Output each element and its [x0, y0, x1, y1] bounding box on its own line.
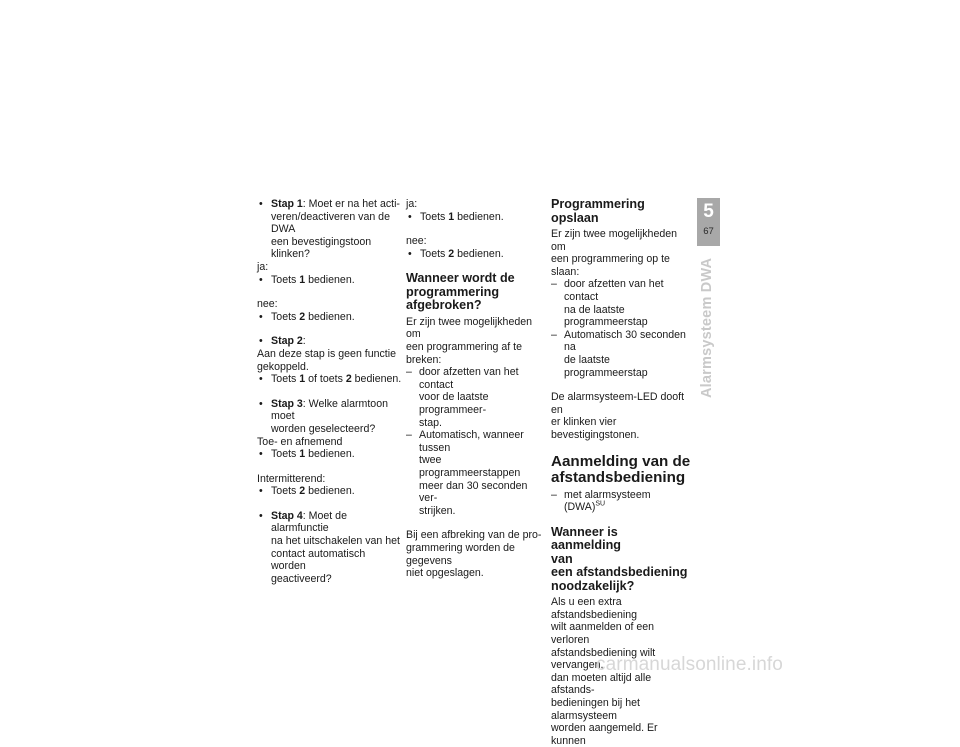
- text-line: Er zijn twee mogelijkheden om: [406, 315, 533, 341]
- instr-text: Toets: [420, 210, 449, 223]
- column-1: [257, 198, 402, 597]
- key-instruction: [257, 311, 402, 324]
- step-text: worden geselecteerd?: [271, 422, 376, 435]
- instr-text: Toets: [271, 310, 300, 323]
- step-2-block: [257, 335, 402, 385]
- heading-line: programmering: [406, 284, 500, 299]
- text-line: worden aangemeld. Er kunnen: [551, 722, 658, 747]
- text-line: de laatste programmeerstap: [564, 353, 648, 379]
- ja-block: [406, 198, 544, 223]
- instr-text: bedienen.: [454, 210, 504, 223]
- section-heading-when: [551, 526, 691, 594]
- instr-text: bedienen.: [305, 485, 355, 498]
- text-line: strijken.: [419, 504, 456, 517]
- instr-text: Toets: [271, 448, 300, 461]
- step-text: :: [302, 335, 306, 348]
- key-instruction: [406, 248, 544, 261]
- dash-item: [406, 429, 544, 517]
- text-line: niet opgeslagen.: [406, 567, 484, 580]
- special-equipment-mark: SU: [595, 500, 606, 508]
- text-line: een programmering af te breken:: [406, 341, 523, 366]
- key-number: 2: [345, 373, 352, 386]
- column-2: [406, 198, 544, 580]
- led-note: [551, 391, 691, 441]
- nee-block: [257, 298, 402, 323]
- nee-block: [406, 235, 544, 260]
- key-number: 1: [299, 448, 306, 461]
- dash-item: [551, 489, 691, 514]
- instr-text: of toets: [305, 373, 346, 386]
- instr-text: bedienen.: [305, 448, 355, 461]
- step-label: Stap 3: [271, 397, 303, 410]
- step-1-item: [257, 198, 402, 261]
- step-text: een bevestigingstoon klinken?: [271, 235, 372, 261]
- key-instruction: [257, 274, 402, 287]
- step-text: : Moet de alarmfunctie: [271, 509, 347, 535]
- step-1-block: [257, 198, 402, 286]
- key-instruction: [406, 211, 544, 224]
- chapter-number: 5: [703, 201, 714, 222]
- option-label-ja: ja:: [406, 198, 418, 210]
- step-label: Stap 2: [271, 335, 303, 348]
- step-4-item: [257, 510, 402, 586]
- step-4-block: [257, 510, 402, 586]
- step-text: geactiveerd?: [271, 572, 332, 585]
- step-3-item: [257, 398, 402, 436]
- key-number: 1: [448, 210, 455, 223]
- heading-line: Wanneer wordt de: [406, 271, 515, 286]
- key-instruction: [257, 485, 402, 498]
- key-instruction: [257, 448, 402, 461]
- text-line: een programmering op te slaan:: [551, 253, 670, 278]
- text-line: wilt aanmelden of een verloren: [551, 621, 655, 646]
- key-instruction: [257, 373, 402, 386]
- step-3-block: [257, 398, 402, 461]
- heading-line: afgebroken?: [406, 298, 482, 313]
- text-line: er klinken vier bevestigingstonen.: [551, 416, 640, 441]
- key-number: 2: [299, 485, 306, 498]
- text-line: gekoppeld.: [257, 360, 309, 373]
- dash-item: [406, 366, 544, 429]
- option-label-nee: nee:: [257, 298, 278, 311]
- instr-text: Toets: [271, 485, 300, 498]
- option-label-intermittent: Intermitterend:: [257, 472, 326, 485]
- text-line: Automatisch 30 seconden na: [564, 328, 686, 354]
- dash-item: [551, 329, 691, 379]
- step-2-text: [257, 348, 402, 373]
- step-label: Stap 1: [271, 198, 303, 210]
- instr-text: bedienen.: [305, 273, 355, 286]
- option-label-toe: Toe- en afnemend: [257, 435, 343, 448]
- key-number: 2: [448, 247, 455, 260]
- intermittent-block: [257, 473, 402, 498]
- text-line: grammering worden de gegevens: [406, 541, 515, 567]
- instr-text: Toets: [420, 247, 449, 260]
- heading-line: noodzakelijk?: [551, 578, 635, 593]
- chapter-tab: [697, 198, 720, 246]
- heading-line: Aanmelding van de: [551, 452, 691, 470]
- text-line: stap.: [419, 416, 442, 429]
- key-number: 1: [299, 373, 306, 386]
- text-line: Bij een afbreking van de pro-: [406, 529, 542, 542]
- step-text: veren/deactiveren van de DWA: [271, 210, 390, 236]
- instr-text: Toets: [271, 373, 300, 386]
- section-heading-save: Programmering opslaan: [551, 197, 645, 225]
- section-heading-registration: [551, 454, 691, 486]
- text-line: Er zijn twee mogelijkheden om: [551, 228, 678, 253]
- step-text: contact automatisch worden: [271, 547, 366, 573]
- heading-line: afstandsbediening: [551, 468, 686, 486]
- instr-text: Toets: [271, 273, 300, 286]
- text-line: dan moeten altijd alle afstands-: [551, 671, 652, 697]
- text-line: twee programmeerstappen: [419, 454, 521, 479]
- watermark: carmanualsonline.info: [596, 654, 783, 675]
- text-line: bedieningen bij het alarmsysteem: [551, 696, 640, 722]
- option-label-ja: ja:: [257, 260, 269, 273]
- option-label-nee: nee:: [406, 235, 427, 248]
- text-line: door afzetten van het contact: [419, 366, 519, 391]
- intro-text: [406, 316, 544, 366]
- text-line: Als u een extra afstandsbediening: [551, 596, 637, 621]
- text-line: afstandsbediening wilt vervangen,: [551, 646, 656, 672]
- page-number: 67: [703, 226, 714, 237]
- step-2-item: [257, 335, 402, 348]
- dash-item: [551, 278, 691, 328]
- text-line: meer dan 30 seconden ver-: [419, 479, 528, 505]
- text-line: door afzetten van het contact: [564, 278, 664, 303]
- instr-text: bedienen.: [351, 373, 402, 386]
- step-text: na het uitschakelen van het: [271, 535, 400, 548]
- instr-text: bedienen.: [305, 310, 355, 323]
- key-number: 2: [299, 310, 306, 323]
- key-number: 1: [299, 273, 306, 286]
- step-text: : Moet er na het acti-: [302, 198, 400, 210]
- text-line: De alarmsysteem-LED dooft en: [551, 391, 685, 416]
- intro-text: [551, 228, 691, 278]
- instr-text: bedienen.: [454, 247, 504, 260]
- text-line: Aan deze stap is geen functie: [257, 347, 396, 360]
- text-line: met alarmsysteem (DWA): [564, 488, 651, 514]
- heading-line: Wanneer is aanmelding: [551, 524, 621, 553]
- text-line: voor de laatste programmeer-: [419, 391, 489, 417]
- step-text: : Welke alarmtoon moet: [271, 397, 388, 423]
- cancel-note: [406, 529, 544, 579]
- heading-line: van: [551, 551, 573, 566]
- text-line: na de laatste programmeerstap: [564, 303, 648, 329]
- text-line: Automatisch, wanneer tussen: [419, 429, 524, 454]
- section-heading-cancel: [406, 272, 544, 313]
- heading-line: een afstandsbediening: [551, 565, 688, 580]
- step-label: Stap 4: [271, 509, 303, 522]
- chapter-title-vertical: Alarmsysteem DWA: [699, 257, 715, 398]
